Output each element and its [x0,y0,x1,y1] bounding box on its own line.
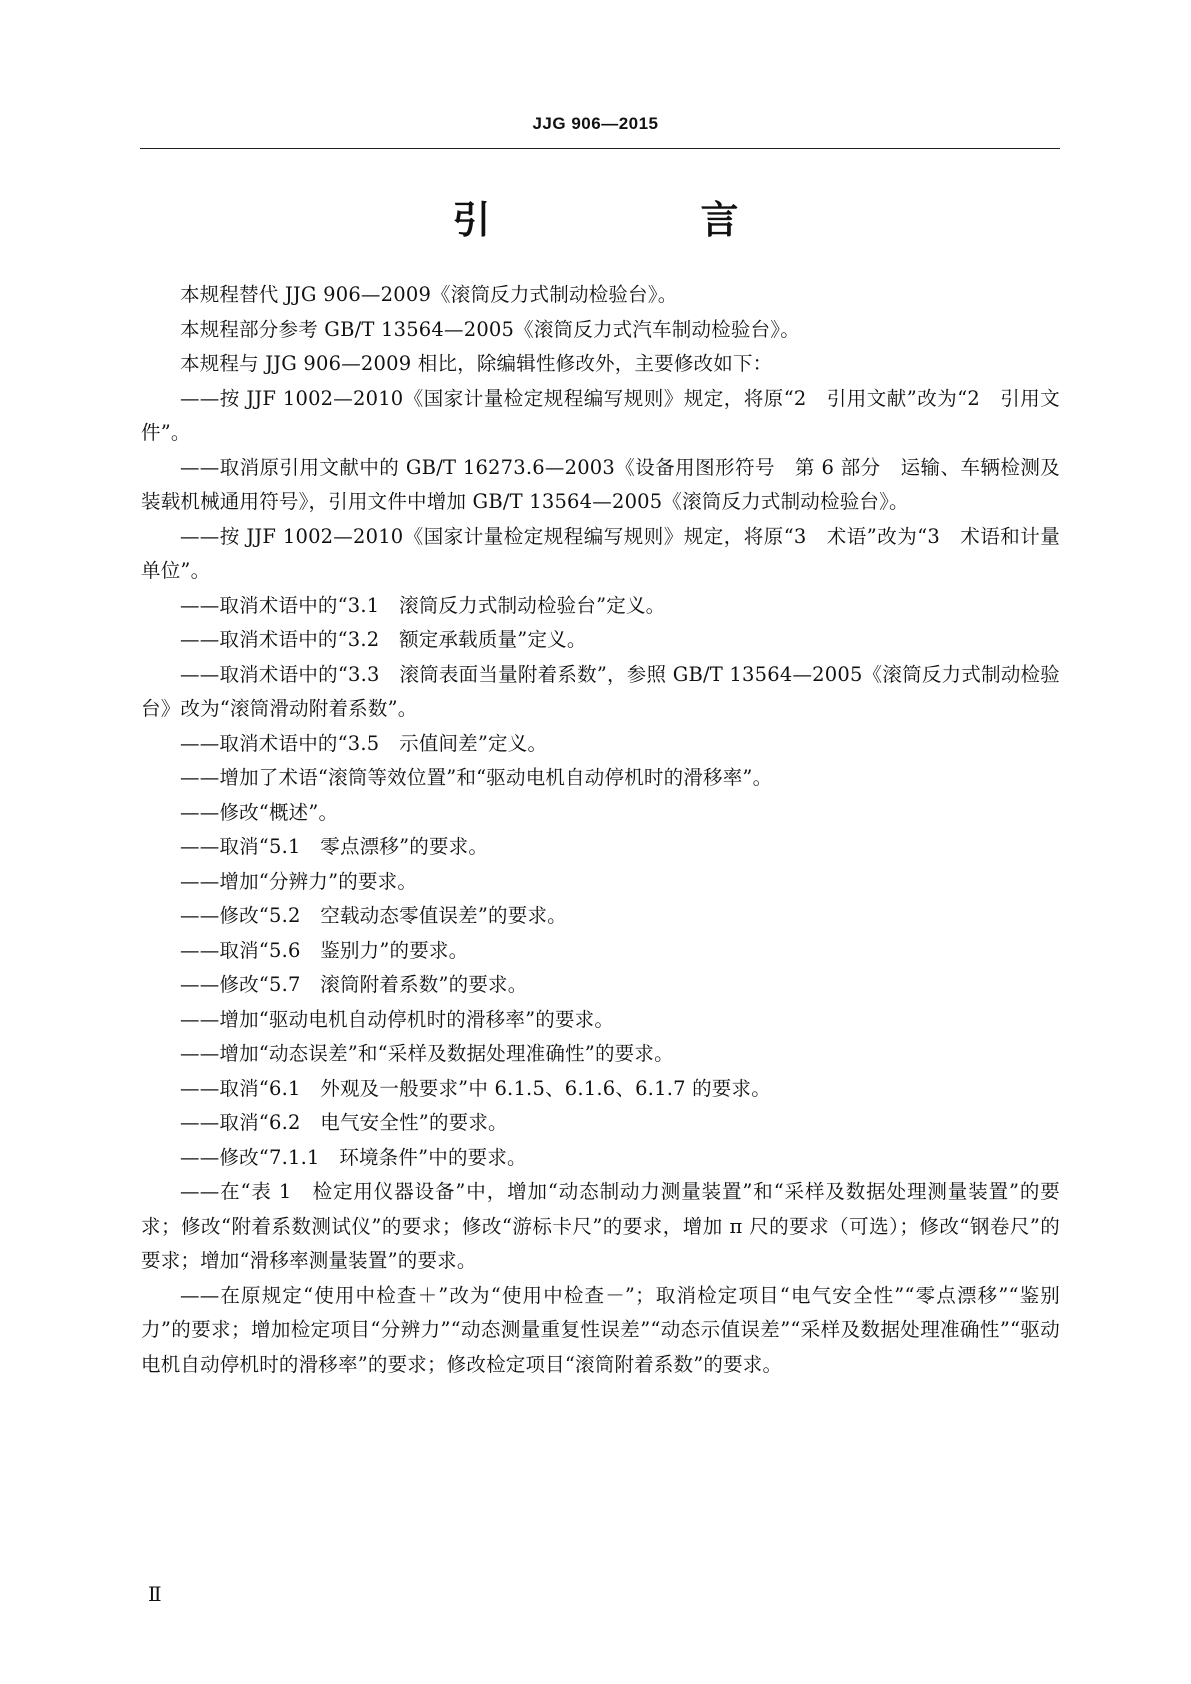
body-paragraph: ——取消“5.1 零点漂移”的要求。 [180,835,489,858]
body-paragraph: ——按 JJF 1002—2010《国家计量检定规程编写规则》规定，将原“2 引用文献”改为“2 引用文件”。 [141,386,1060,444]
body-paragraph: ——增加了术语“滚筒等效位置”和“驱动电机自动停机时的滑移率”。 [180,766,773,789]
page-title: 引 言 [452,198,825,242]
body-paragraph: ——增加“动态误差”和“采样及数据处理准确性”的要求。 [180,1042,674,1065]
body-paragraph: ——取消术语中的“3.3 滚筒表面当量附着系数”，参照 GB/T 13564—2005《滚筒反力式制动检验台》改为“滚筒滑动附着系数”。 [141,662,1060,720]
body-paragraph: ——修改“5.7 滚筒附着系数”的要求。 [180,973,528,996]
body-paragraph: ——取消术语中的“3.2 额定承载质量”定义。 [180,628,587,651]
body-paragraph: ——增加“分辨力”的要求。 [180,869,418,893]
body-paragraph: ——取消原引用文献中的 GB/T 16273.6—2003《设备用图形符号 第 6 部分 运输、车辆检测及装载机械通用符号》，引用文件中增加 GB/T 13564—2005《滚筒反力式制动检验台》。 [141,455,1060,513]
body-paragraph: ——增加“驱动电机自动停机时的滑移率”的要求。 [180,1007,615,1031]
header-divider [140,148,1060,149]
body-paragraph: ——修改“5.2 空载动态零值误差”的要求。 [180,904,567,927]
body-paragraph: ——取消术语中的“3.5 示值间差”定义。 [180,731,548,755]
body-paragraph: 本规程与 JJG 906—2009 相比，除编辑性修改外，主要修改如下： [180,352,773,375]
body-paragraph: 本规程替代 JJG 906—2009《滚筒反力式制动检验台》。 [180,283,678,306]
document-body [141,278,1060,1382]
body-paragraph: ——取消“6.2 电气安全性”的要求。 [180,1111,508,1134]
body-paragraph: ——取消“5.6 鉴别力”的要求。 [180,938,469,962]
body-paragraph: ——在“表 1 检定用仪器设备”中，增加“动态制动力测量装置”和“采样及数据处理测量装置”的要求；修改“附着系数测试仪”的要求；修改“游标卡尺”的要求，增加 π 尺的要求（可选）；修改“钢卷尺”的要求；增加“滑移率测量装置”的要求。 [141,1180,1060,1272]
page-number: Ⅱ [148,1582,162,1606]
body-paragraph: ——在原规定“使用中检查＋”改为“使用中检查－”；取消检定项目“电气安全性”“零点漂移”“鉴别力”的要求；增加检定项目“分辨力”“动态测量重复性误差”“动态示值误差”“采样及数据处理准确性”“驱动电机自动停机时的滑移率”的要求；修改检定项目“滚筒附着系数”的要求。 [141,1283,1060,1376]
body-paragraph: ——取消术语中的“3.1 滚筒反力式制动检验台”定义。 [180,593,666,617]
standard-code-header: JJG 906—2015 [532,114,659,133]
body-paragraph: 本规程部分参考 GB/T 13564—2005《滚筒反力式汽车制动检验台》。 [180,317,800,341]
body-paragraph: ——修改“概述”。 [180,800,339,824]
body-paragraph: ——取消“6.1 外观及一般要求”中 6.1.5、6.1.6、6.1.7 的要求。 [180,1076,771,1100]
body-paragraph: ——按 JJF 1002—2010《国家计量检定规程编写规则》规定，将原“3 术语”改为“3 术语和计量单位”。 [141,524,1060,582]
body-paragraph: ——修改“7.1.1 环境条件”中的要求。 [180,1145,527,1169]
